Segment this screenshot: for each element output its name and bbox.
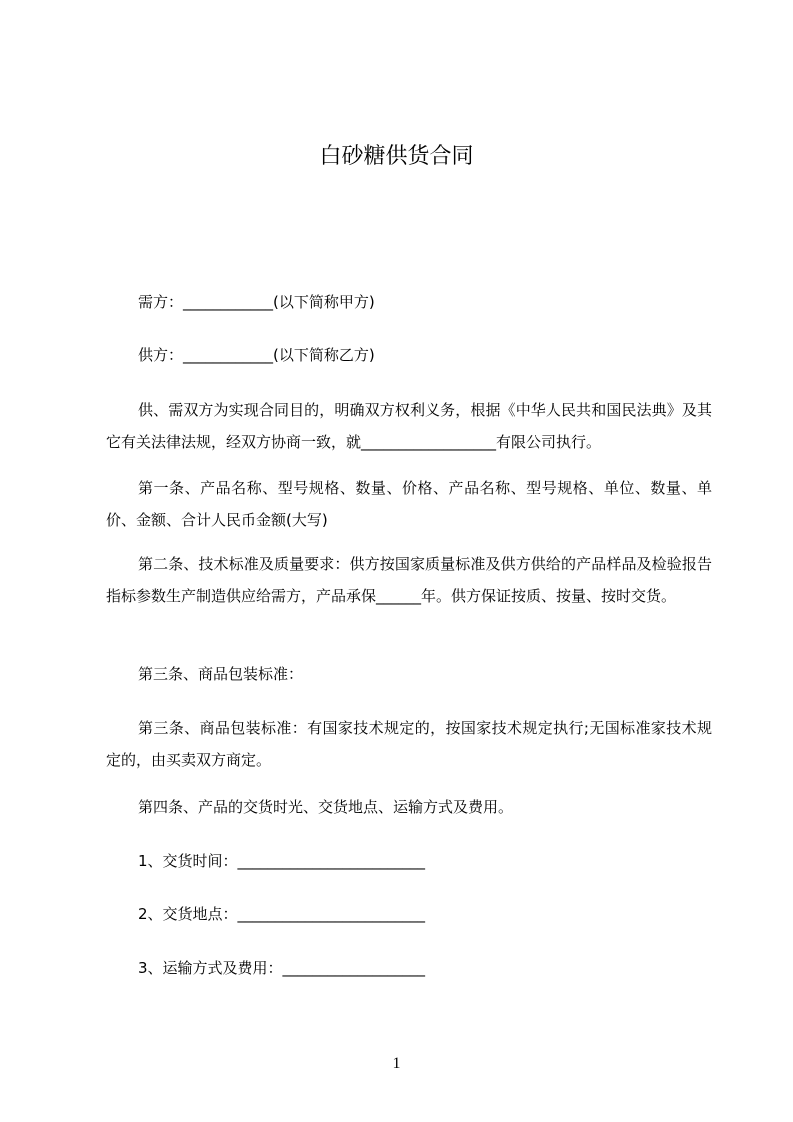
page-number: 1 (392, 1055, 401, 1072)
delivery-time-line: 1、交货时间：_________________________ (138, 852, 426, 870)
delivery-place-line: 2、交货地点：_________________________ (138, 905, 426, 923)
article-1-paragraph: 第一条、产品名称、型号规格、数量、价格、产品名称、型号规格、单位、数量、单价、金额、合计人民币金额(大写) (106, 479, 712, 529)
buyer-line: 需方：____________(以下简称甲方) (138, 293, 375, 311)
document-title: 白砂糖供货合同 (319, 144, 474, 169)
supplier-line: 供方：____________(以下简称乙方) (138, 346, 375, 364)
article-3-paragraph: 第三条、商品包装标准：有国家技术规定的，按国家技术规定执行;无国标准家技术规定的，由买卖双方商定。 (106, 719, 712, 769)
intro-paragraph: 供、需双方为实现合同目的，明确双方权利义务，根据《中华人民共和国民法典》及其它有关法律法规，经双方协商一致，就__________________有限公司执行。 (106, 401, 712, 451)
article-4-heading: 第四条、产品的交货时光、交货地点、运输方式及费用。 (138, 798, 514, 816)
article-2-paragraph: 第二条、技术标准及质量要求：供方按国家质量标准及供方供给的产品样品及检验报告指标参数生产制造供应给需方，产品承保______年。供方保证按质、按量、按时交货。 (106, 555, 712, 605)
article-3-heading: 第三条、商品包装标准： (138, 665, 304, 683)
transport-line: 3、运输方式及费用：___________________ (138, 959, 426, 977)
